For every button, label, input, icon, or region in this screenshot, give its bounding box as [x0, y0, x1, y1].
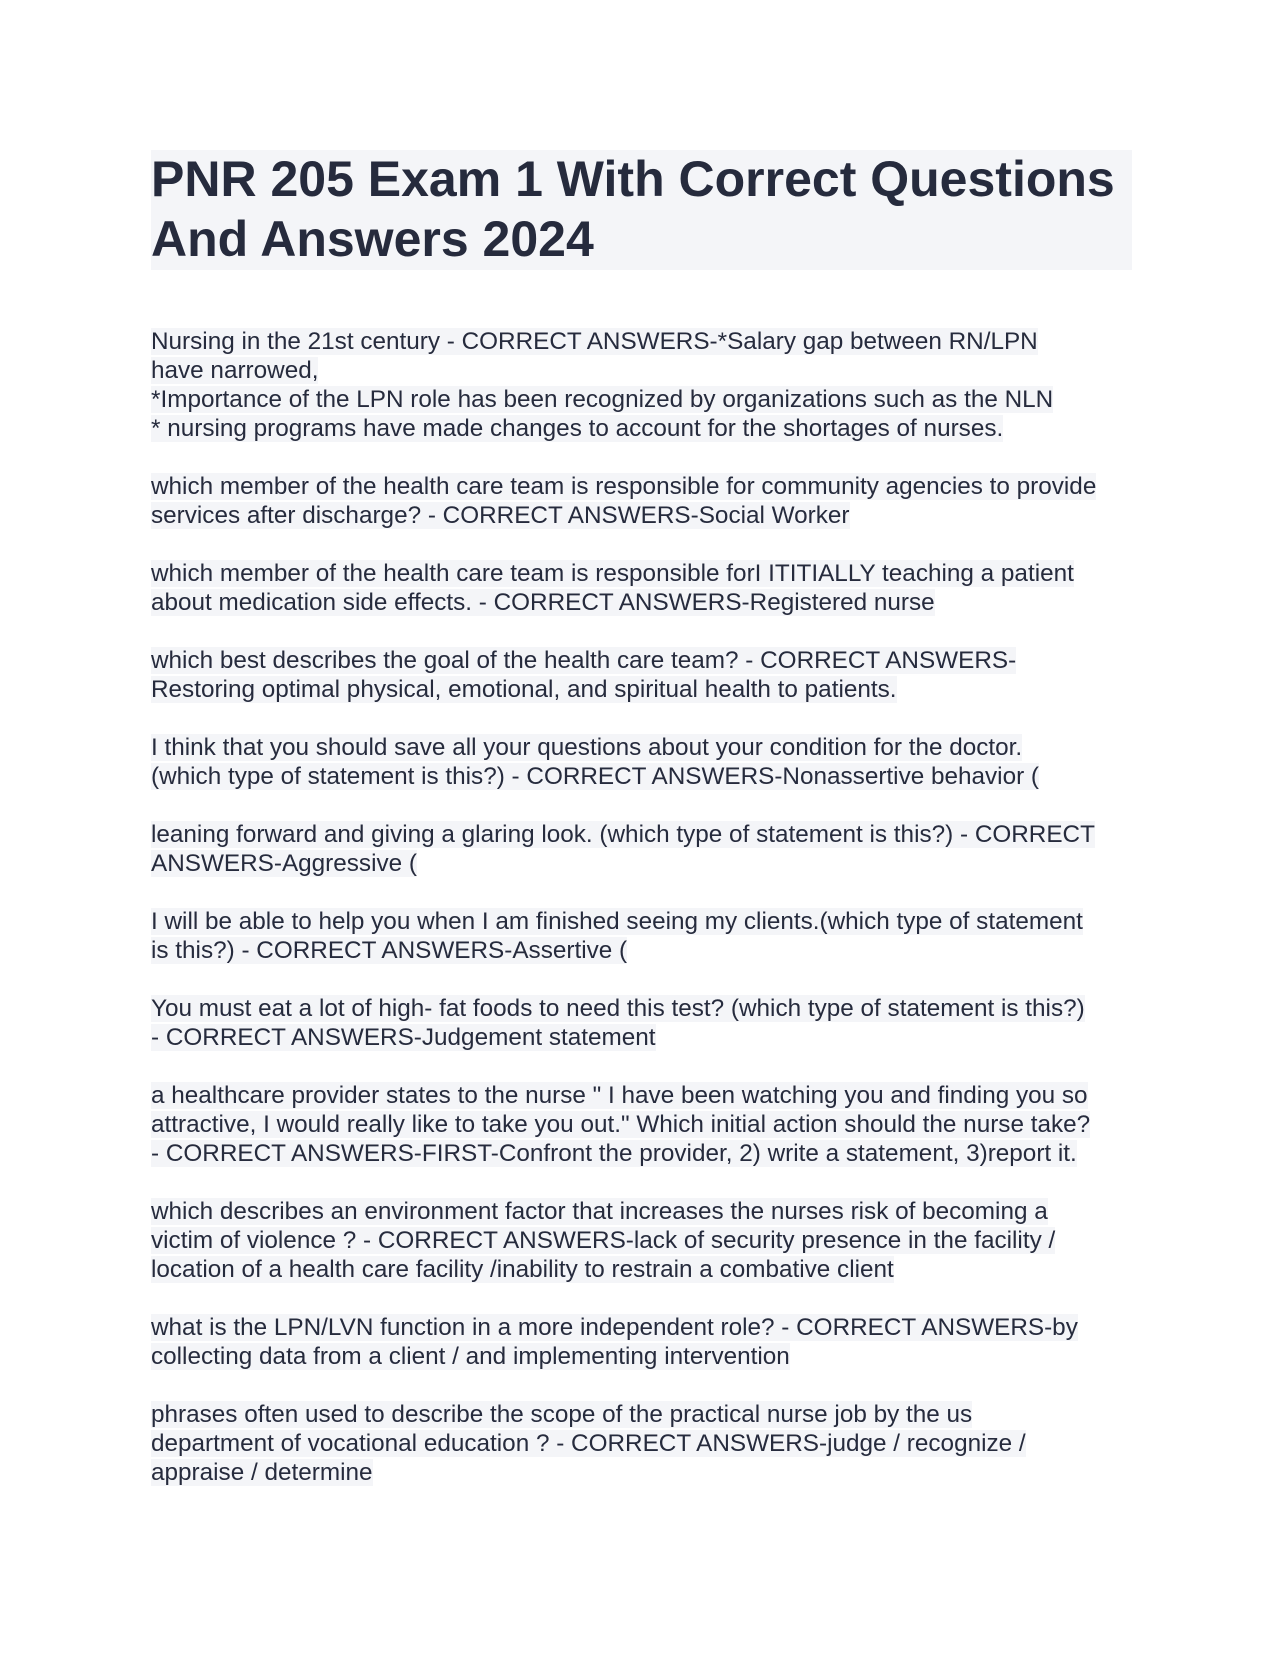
- qa-line: [151, 327, 1132, 356]
- qa-line-text: victim of violence ? - CORRECT ANSWERS-lack of security presence in the facility /: [151, 1227, 1056, 1254]
- qa-line: [151, 1110, 1132, 1139]
- qa-line: [151, 1139, 1132, 1168]
- qa-line-text: appraise / determine: [151, 1459, 373, 1486]
- qa-line-text: have narrowed,: [151, 357, 319, 384]
- qa-line: [151, 1342, 1132, 1371]
- qa-item: [151, 907, 1132, 965]
- qa-item: [151, 559, 1132, 617]
- qa-line-text: collecting data from a client / and implementing intervention: [151, 1343, 790, 1370]
- qa-line-text: Restoring optimal physical, emotional, and spiritual health to patients.: [151, 676, 897, 703]
- qa-line-text: location of a health care facility /inability to restrain a combative client: [151, 1256, 894, 1283]
- qa-item: [151, 994, 1132, 1052]
- qa-line: [151, 675, 1132, 704]
- qa-line: [151, 1023, 1132, 1052]
- qa-line-text: (which type of statement is this?) - CORRECT ANSWERS-Nonassertive behavior (: [151, 763, 1040, 790]
- qa-line-text: phrases often used to describe the scope of the practical nurse job by the us: [151, 1401, 973, 1428]
- qa-line: [151, 1313, 1132, 1342]
- qa-line: [151, 907, 1132, 936]
- qa-line: [151, 385, 1132, 414]
- qa-item: [151, 646, 1132, 704]
- qa-item: [151, 1313, 1132, 1371]
- document-page: [151, 150, 1132, 1516]
- qa-line-text: I will be able to help you when I am finished seeing my clients.(which type of statement: [151, 908, 1083, 935]
- qa-line: [151, 849, 1132, 878]
- qa-line: [151, 733, 1132, 762]
- qa-line-text: what is the LPN/LVN function in a more independent role? - CORRECT ANSWERS-by: [151, 1314, 1078, 1341]
- qa-item: [151, 820, 1132, 878]
- qa-line-text: - CORRECT ANSWERS-FIRST-Confront the provider, 2) write a statement, 3)report it.: [151, 1140, 1077, 1167]
- qa-line-text: attractive, I would really like to take you out." Which initial action should the nurse take?: [151, 1111, 1091, 1138]
- qa-line: [151, 1226, 1132, 1255]
- qa-line-text: services after discharge? - CORRECT ANSWERS-Social Worker: [151, 502, 850, 529]
- qa-line-text: which member of the health care team is responsible forI ITITIALLY teaching a patient: [151, 560, 1074, 587]
- qa-line-text: ANSWERS-Aggressive (: [151, 850, 417, 877]
- qa-line: [151, 356, 1132, 385]
- qa-line: [151, 501, 1132, 530]
- qa-line-text: a healthcare provider states to the nurse " I have been watching you and finding you so: [151, 1082, 1088, 1109]
- qa-line-text: department of vocational education ? - CORRECT ANSWERS-judge / recognize /: [151, 1430, 1026, 1457]
- qa-list: [151, 327, 1132, 1487]
- qa-line-text: *Importance of the LPN role has been recognized by organizations such as the NLN: [151, 386, 1054, 413]
- qa-line: [151, 936, 1132, 965]
- qa-line: [151, 1400, 1132, 1429]
- qa-line-text: - CORRECT ANSWERS-Judgement statement: [151, 1024, 656, 1051]
- qa-line: [151, 559, 1132, 588]
- qa-line-text: I think that you should save all your questions about your condition for the doctor.: [151, 734, 1023, 761]
- qa-line: [151, 994, 1132, 1023]
- qa-line-text: which member of the health care team is responsible for community agencies to provide: [151, 473, 1097, 500]
- qa-item: [151, 472, 1132, 530]
- qa-line-text: Nursing in the 21st century - CORRECT ANSWERS-*Salary gap between RN/LPN: [151, 328, 1038, 355]
- document-title: [151, 150, 1132, 270]
- qa-item: [151, 1197, 1132, 1284]
- qa-line: [151, 588, 1132, 617]
- qa-line: [151, 1255, 1132, 1284]
- qa-line-text: which describes an environment factor that increases the nurses risk of becoming a: [151, 1198, 1048, 1225]
- qa-line: [151, 414, 1132, 443]
- qa-line: [151, 820, 1132, 849]
- qa-item: [151, 1400, 1132, 1487]
- qa-item: [151, 1081, 1132, 1168]
- title-line: And Answers 2024: [151, 210, 1132, 270]
- qa-line: [151, 1081, 1132, 1110]
- qa-line-text: You must eat a lot of high- fat foods to need this test? (which type of statement is this?): [151, 995, 1085, 1022]
- qa-line-text: which best describes the goal of the health care team? - CORRECT ANSWERS-: [151, 647, 1017, 674]
- qa-line-text: about medication side effects. - CORRECT ANSWERS-Registered nurse: [151, 589, 935, 616]
- qa-item: [151, 327, 1132, 443]
- qa-line: [151, 1197, 1132, 1226]
- qa-item: [151, 733, 1132, 791]
- qa-line-text: leaning forward and giving a glaring look. (which type of statement is this?) - CORRECT: [151, 821, 1095, 848]
- qa-line: [151, 1429, 1132, 1458]
- qa-line: [151, 1458, 1132, 1487]
- qa-line-text: * nursing programs have made changes to account for the shortages of nurses.: [151, 415, 1004, 442]
- title-line: PNR 205 Exam 1 With Correct Questions: [151, 150, 1132, 210]
- qa-line-text: is this?) - CORRECT ANSWERS-Assertive (: [151, 937, 628, 964]
- qa-line: [151, 762, 1132, 791]
- qa-line: [151, 646, 1132, 675]
- qa-line: [151, 472, 1132, 501]
